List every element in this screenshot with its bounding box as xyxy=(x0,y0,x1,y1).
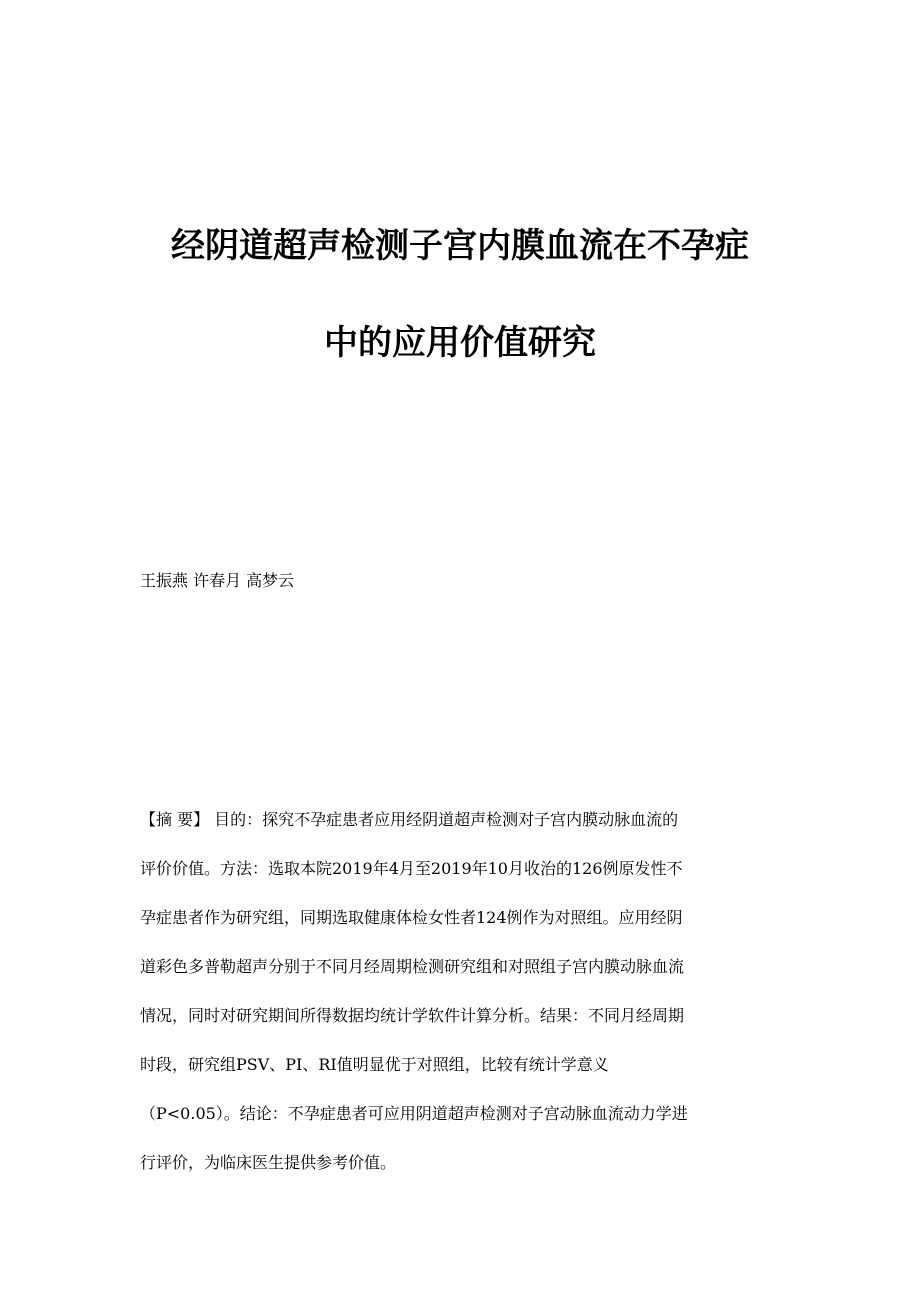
abstract-line: 情况，同时对研究期间所得数据均统计学软件计算分析。结果：不同月经周期 xyxy=(140,1006,685,1025)
abstract-line: 行评价，为临床医生提供参考价值。 xyxy=(140,1153,397,1172)
author-list: 王振燕 许春月 高梦云 xyxy=(140,571,295,590)
document-title-line-2: 中的应用价值研究 xyxy=(324,323,596,363)
abstract-line: 【摘 要】 目的：探究不孕症患者应用经阴道超声检测对子宫内膜动脉血流的 xyxy=(140,810,679,829)
abstract-line: 评价价值。方法：选取本院2019年4月至2019年10月收治的126例原发性不 xyxy=(140,859,683,878)
abstract-line: 时段，研究组PSV、PI、RI值明显优于对照组，比较有统计学意义 xyxy=(140,1055,609,1074)
abstract-line: （P<0.05）。结论：不孕症患者可应用阴道超声检测对子宫动脉血流动力学进 xyxy=(140,1104,688,1123)
abstract-line: 道彩色多普勒超声分别于不同月经周期检测研究组和对照组子宫内膜动脉血流 xyxy=(140,957,685,976)
abstract-line: 孕症患者作为研究组，同期选取健康体检女性者124例作为对照组。应用经阴 xyxy=(140,908,683,927)
abstract-section xyxy=(140,800,780,1192)
document-title-line-1: 经阴道超声检测子宫内膜血流在不孕症 xyxy=(171,226,749,266)
